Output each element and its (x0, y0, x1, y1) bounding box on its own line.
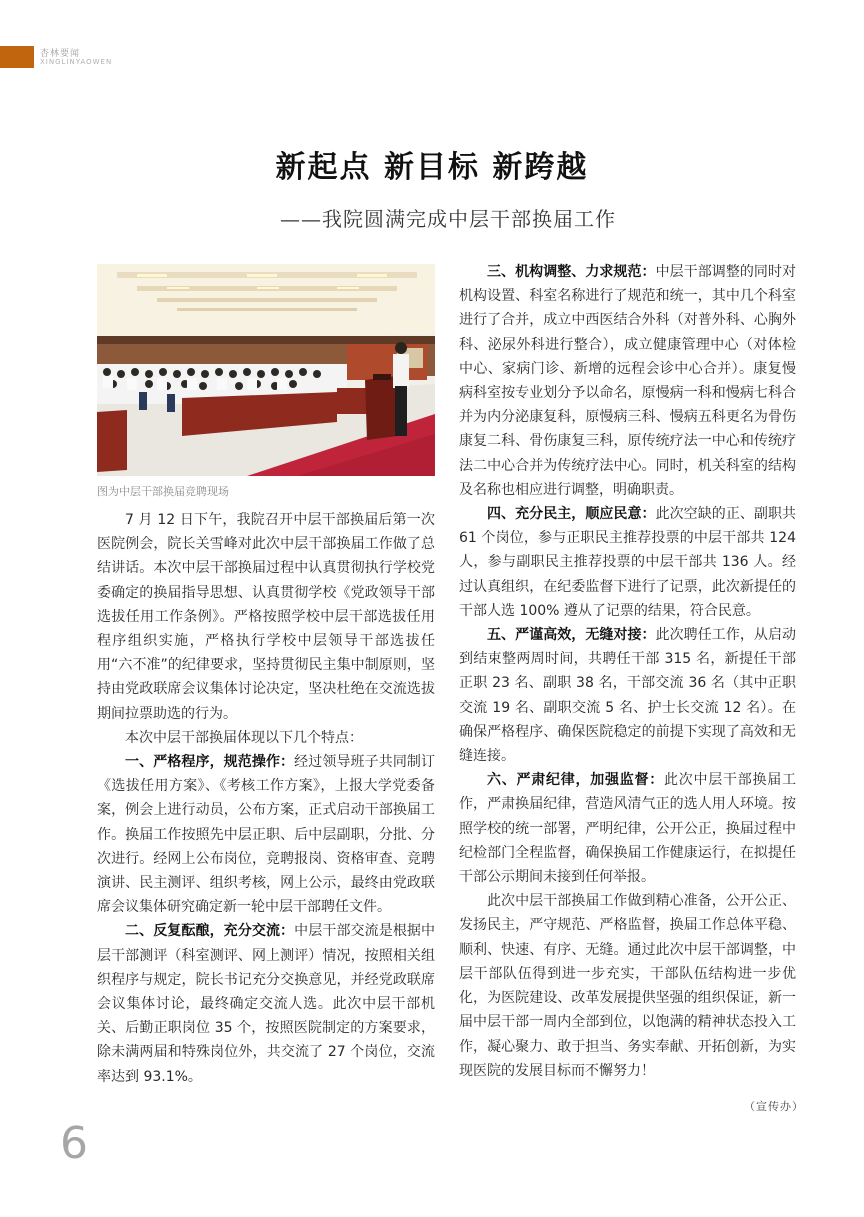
photo-caption: 图为中层干部换届竞聘现场 (97, 485, 229, 498)
meeting-photo (97, 264, 435, 476)
body-paragraph: 六、严肃纪律，加强监督：此次中层干部换届工作，严肃换届纪律，营造风清气正的选人用人环境。按照学校的统一部署，严明纪律，公开公正，换届过程中纪检部门全程监督，确保换届工作健康运行，在拟提任干部公示期间未接到任何举报。 (459, 772, 796, 886)
body-paragraph: 7 月 12 日下午，我院召开中层干部换届后第一次医院例会，院长关雪峰对此次中层干部换届工作做了总结讲话。本次中层干部换届过程中认真贯彻执行学校党委确定的换届指导思想、认真贯彻学校《党政领导干部选拔任用工作条例》。严格按照学校中层干部选拔任用程序组织实施，严格执行学校中层领导干部选拔任用“六不准”的纪律要求，坚持贯彻民主集中制原则，坚持由党政联席会议集体讨论决定，坚决杜绝在交流选拔期间拉票助选的行为。 (97, 512, 435, 722)
article-subtitle: ——我院圆满完成中层干部换届工作 (280, 207, 616, 231)
paragraph-heading: 五、严谨高效，无缝对接： (487, 627, 656, 644)
right-column (459, 260, 796, 1083)
body-paragraph: 三、机构调整、力求规范：中层干部调整的同时对机构设置、科室名称进行了规范和统一，其中几个科室进行了合并，成立中西医结合外科（对普外科、心胸外科、泌尿外科进行整合），成立健康管理中心（对体检中心、家病门诊、新增的远程会诊中心合并）。康复慢病科室按专业划分予以命名，原慢病一科和慢病七科合并为内分泌康复科，原慢病三科、慢病五科更名为骨伤康复二科、骨伤康复三科，原传统疗法一中心和传统疗法二中心合并为传统疗法中心。同时，机关科室的结构及名称也相应进行调整，明确职责。 (459, 264, 797, 498)
paragraph-heading: 六、严肃纪律，加强监督： (487, 772, 664, 789)
left-column (97, 508, 435, 1089)
paragraph-heading: 一、严格程序，规范操作： (125, 754, 295, 771)
article-title: 新起点 新目标 新跨越 (275, 150, 589, 185)
paragraph-heading: 二、反复酝酿，充分交流： (125, 923, 295, 940)
body-paragraph: 一、严格程序，规范操作：经过领导班子共同制订《选拔任用方案》、《考核工作方案》，上报大学党委备案，例会上进行动员，公布方案，正式启动干部换届工作。换届工作按照先中层正职、后中层副职，分批、分次进行。经网上公布岗位，竞聘报岗、资格审查、竞聘演讲、民主测评、组织考核，网上公示，最终由党政联席会议集体研究确定新一轮中层干部聘任文件。 (97, 754, 436, 916)
paragraph-heading: 四、充分民主，顺应民意： (487, 506, 656, 523)
section-name: 杏林要闻 (40, 49, 81, 59)
body-paragraph: 二、反复酝酿，充分交流：中层干部交流是根据中层干部测评（科室测评、网上测评）情况，按照相关组织程序与规定，院长书记充分交换意见，并经党政联席会议集体讨论，最终确定交流人选。此次中层干部机关、后勤正职岗位 35 个，按照医院制定的方案要求，除未满两届和特殊岗位外，共交流了 27 个岗位，交流率达到 93.1%。 (97, 923, 436, 1085)
section-name-pinyin: XINGLINYAOWEN (40, 58, 113, 66)
author-signoff: （宣传办） (744, 1100, 804, 1113)
body-paragraph: 四、充分民主，顺应民意：此次空缺的正、副职共 61 个岗位，参与正职民主推荐投票的中层干部共 124 人，参与副职民主推荐投票的中层干部共 136 人。经过认真组织，在纪委监督下进行了记票，此次新提任的干部人选 100% 遵从了记票的结果，符合民意。 (459, 506, 797, 619)
body-paragraph: 本次中层干部换届体现以下几个特点： (125, 729, 363, 746)
body-paragraph: 五、严谨高效，无缝对接：此次聘任工作，从启动到结束整两周时间，共聘任干部 315 名，新提任干部正职 23 名、副职 38 名，干部交流 36 名（其中正职交流 19 名、副职交流 5 名、护士长交流 12 名）。在确保严格程序、确保医院稳定的前提下实现了高效和无缝连接。 (459, 627, 797, 765)
section-tab (0, 46, 34, 68)
paragraph-heading: 三、机构调整、力求规范： (487, 264, 656, 280)
page-number: 6 (60, 1118, 88, 1169)
body-paragraph: 此次中层干部换届工作做到精心准备，公开公正、发扬民主，严守规范、严格监督，换届工作总体平稳、顺利、快速、有序、无缝。通过此次中层干部调整，中层干部队伍得到进一步充实，干部队伍结构进一步优化，为医院建设、改革发展提供坚强的组织保证，新一届中层干部一周内全部到位，以饱满的精神状态投入工作，凝心聚力、敢于担当、务实奉献、开拓创新，为实现医院的发展目标而不懈努力！ (459, 893, 796, 1079)
